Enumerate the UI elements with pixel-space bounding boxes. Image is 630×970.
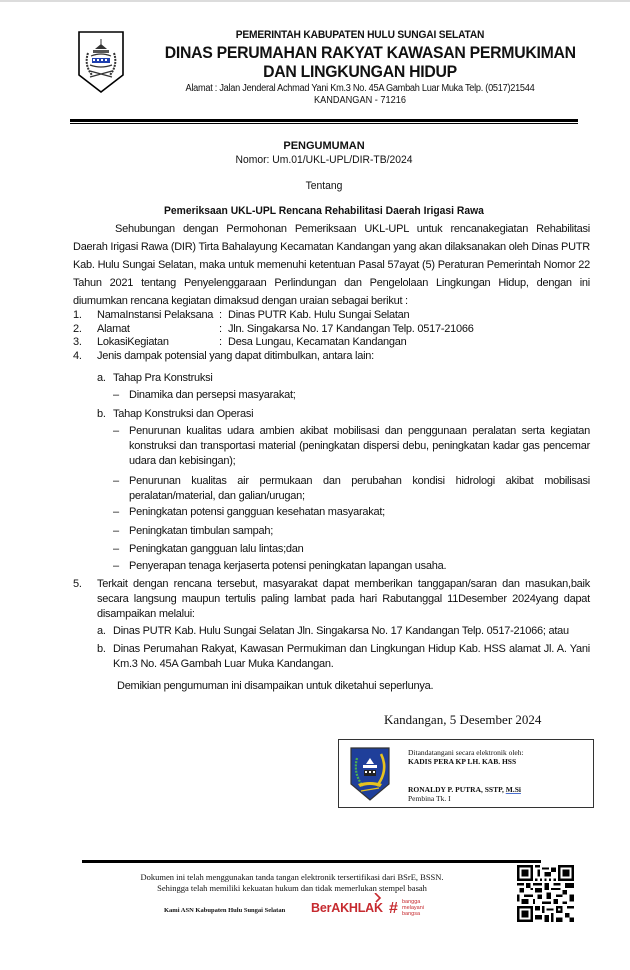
closing-statement: Demikian pengumuman ini disampaikan untuk diketahui seperlunya.	[117, 680, 434, 692]
feedback-text: Terkait dengan rencana tersebut, masyarakat dapat memberikan tanggapan/saran dan masukan,baik secara langsung maupun tertulis paling lambat pada hari Rabutanggal 11Desember 2024yang dapat disampaikan melalui:	[97, 578, 590, 620]
detail-number: 1.	[73, 309, 82, 321]
channel-letter: a.	[97, 625, 106, 637]
channel-letter: b.	[97, 643, 106, 655]
letterhead-rule	[70, 119, 578, 122]
detail-separator: :	[219, 309, 222, 321]
announcement-subject: Pemeriksaan UKL-UPL Rencana Rehabilitasi Daerah Irigasi Rawa	[164, 205, 484, 217]
feedback-channel	[97, 624, 590, 639]
impact-text: Dinamika dan persepsi masyarakat;	[129, 389, 296, 401]
impact-item	[113, 559, 590, 574]
impact-text: Peningkatan gangguan lalu lintas;dan	[129, 543, 304, 555]
details-list	[73, 309, 590, 363]
berakhlak-chevron-icon	[374, 893, 382, 903]
channel-text: Dinas Perumahan Rakyat, Kawasan Permukiman dan Lingkungan Hidup Kab. HSS alamat Jl. A. Yani Km.3 No. 45A Gambah Luar Muka Kandangan.	[113, 643, 590, 670]
stage-name: Tahap Pra Konstruksi	[113, 372, 213, 384]
bangga-words	[402, 899, 424, 917]
agency-name-line2: DAN LINGKUNGAN HIDUP	[263, 62, 457, 81]
detail-label: NamaInstansi Pelaksana	[97, 309, 214, 321]
impact-text: Penurunan kualitas udara ambien akibat mobilisasi dan penggunaan peralatan serta kegiatan konstruksi dan transportasi material (peningkatan dispersi debu, peningkatan kadar gas pencemar udara dan kebisingan);	[129, 425, 590, 467]
dash-bullet: –	[113, 560, 119, 572]
government-name: PEMERINTAH KABUPATEN HULU SUNGAI SELATAN	[235, 29, 485, 41]
dash-bullet: –	[113, 389, 119, 401]
detail-value: Jln. Singakarsa No. 17 Kandangan Telp. 0517-21066	[228, 322, 474, 335]
footer-rule	[82, 860, 541, 863]
bangga-hash-icon: #	[389, 900, 398, 917]
stage-name: Tahap Konstruksi dan Operasi	[113, 408, 254, 420]
impact-text: Peningkatan timbulan sampah;	[129, 525, 274, 537]
signer-name-main: RONALDY P. PUTRA, SSTP,	[408, 785, 506, 794]
dash-bullet: –	[113, 543, 119, 555]
signature-text	[408, 748, 524, 803]
detail-label: Alamat	[97, 322, 130, 335]
impact-item	[113, 424, 590, 469]
signer-position: KADIS PERA KP LH. KAB. HSS	[408, 757, 517, 766]
signer-degree: M.Si	[505, 785, 521, 794]
footer-certification-line2: Sehingga telah memiliki kekuatan hukum dan tidak memerlukan stempel basah	[157, 883, 427, 893]
detail-row	[73, 336, 590, 350]
detail-number: 4.	[73, 349, 82, 362]
announcement-title: PENGUMUMAN	[283, 140, 365, 152]
impacts-heading: Jenis dampak potensial yang dapat ditimbulkan, antara lain:	[97, 349, 374, 362]
dash-bullet: –	[113, 525, 119, 537]
impact-item	[113, 542, 590, 557]
detail-separator: :	[219, 336, 222, 348]
bangga-word: bangsa	[402, 911, 421, 917]
viewer-top-border	[0, 0, 630, 2]
impact-text: Penyerapan tenaga kerjaserta potensi peningkatan lapangan usaha.	[129, 560, 447, 572]
detail-row	[73, 350, 590, 364]
dash-bullet: –	[113, 425, 119, 437]
agency-address: Alamat : Jalan Jenderal Achmad Yani Km.3 No. 45A Gambah Luar Muka Telp. (0517)21544	[185, 83, 535, 94]
detail-value: Dinas PUTR Kab. Hulu Sungai Selatan	[228, 309, 410, 321]
berakhlak-logo: BerAKHLAK	[311, 901, 383, 915]
dash-bullet: –	[113, 506, 119, 518]
detail-value: Desa Lungau, Kecamatan Kandangan	[228, 336, 407, 348]
bangga-melayani-bangsa-logo	[389, 899, 434, 919]
agency-city-postcode: KANDANGAN - 71216	[313, 95, 407, 106]
detail-separator: :	[219, 322, 222, 335]
bangga-word: melayani	[402, 905, 425, 911]
announcement-number: Nomor: Um.01/UKL-UPL/DIR-TB/2024	[235, 154, 413, 166]
dash-bullet: –	[113, 475, 119, 487]
signer-name	[408, 785, 524, 794]
letterhead-rule-thin	[70, 123, 578, 124]
letterhead-text	[150, 29, 576, 106]
detail-number: 3.	[73, 336, 82, 348]
impact-item	[113, 474, 590, 504]
regency-emblem-icon	[78, 31, 124, 93]
impact-item	[113, 505, 590, 520]
stage-letter: a.	[97, 372, 106, 384]
stage-letter: b.	[97, 408, 106, 420]
detail-number: 2.	[73, 322, 82, 335]
signed-by-label: Ditandatangani secara elektronik oleh:	[408, 748, 524, 757]
qr-code-icon	[517, 865, 574, 922]
impact-item	[113, 524, 590, 539]
electronic-signature-box	[338, 739, 594, 808]
feedback-channel	[97, 642, 590, 672]
intro-paragraph: Sehubungan dengan Permohonan Pemeriksaan UKL-UPL untuk rencanakegiatan Rehabilitasi Daerah Irigasi Rawa (DIR) Tirta Bahalayung Kecamatan Kandangan yang akan dilaksanakan oleh Dinas PUTR Kab. Hulu Sungai Selatan, maka untuk memenuhi ketentuan Pasal 57ayat (5) Peraturan Pemerintah Nomor 22 Tahun 2021 tentang Penyelenggaraan Perlindungan dan Pengelolaan Lingkungan Hidup, dengan ini diumumkan rencana kegiatan dimaksud dengan uraian sebagai berikut :	[73, 223, 590, 307]
province-emblem-icon	[349, 746, 391, 802]
feedback-number: 5.	[73, 578, 82, 590]
detail-row	[73, 323, 590, 337]
footer-asn-text: Kami ASN Kabupaten Hulu Sungai Selatan	[164, 907, 286, 914]
detail-row	[73, 309, 590, 323]
agency-name-line1: DINAS PERUMAHAN RAKYAT KAWASAN PERMUKIMAN	[164, 43, 576, 62]
place-date: Kandangan, 5 Desember 2024	[384, 712, 542, 727]
detail-label: LokasiKegiatan	[97, 336, 169, 348]
signer-rank: Pembina Tk. I	[408, 794, 451, 803]
impact-text: Penurunan kualitas air permukaan dan perubahan kondisi hidrologi akibat mobilisasi peralatan/material, dan galian/urugan;	[129, 475, 590, 502]
about-label: Tentang	[305, 180, 343, 192]
footer-certification-line1: Dokumen ini telah menggunakan tanda tangan elektronik tersertifikasi dari BSrE, BSSN.	[140, 872, 444, 882]
bangga-word: bangga	[402, 899, 421, 905]
impact-item	[113, 388, 590, 403]
channel-text: Dinas PUTR Kab. Hulu Sungai Selatan Jln. Singakarsa No. 17 Kandangan Telp. 0517-21066; atau	[113, 625, 569, 637]
impact-text: Peningkatan potensi gangguan kesehatan masyarakat;	[129, 506, 385, 518]
feedback-item	[73, 577, 590, 622]
